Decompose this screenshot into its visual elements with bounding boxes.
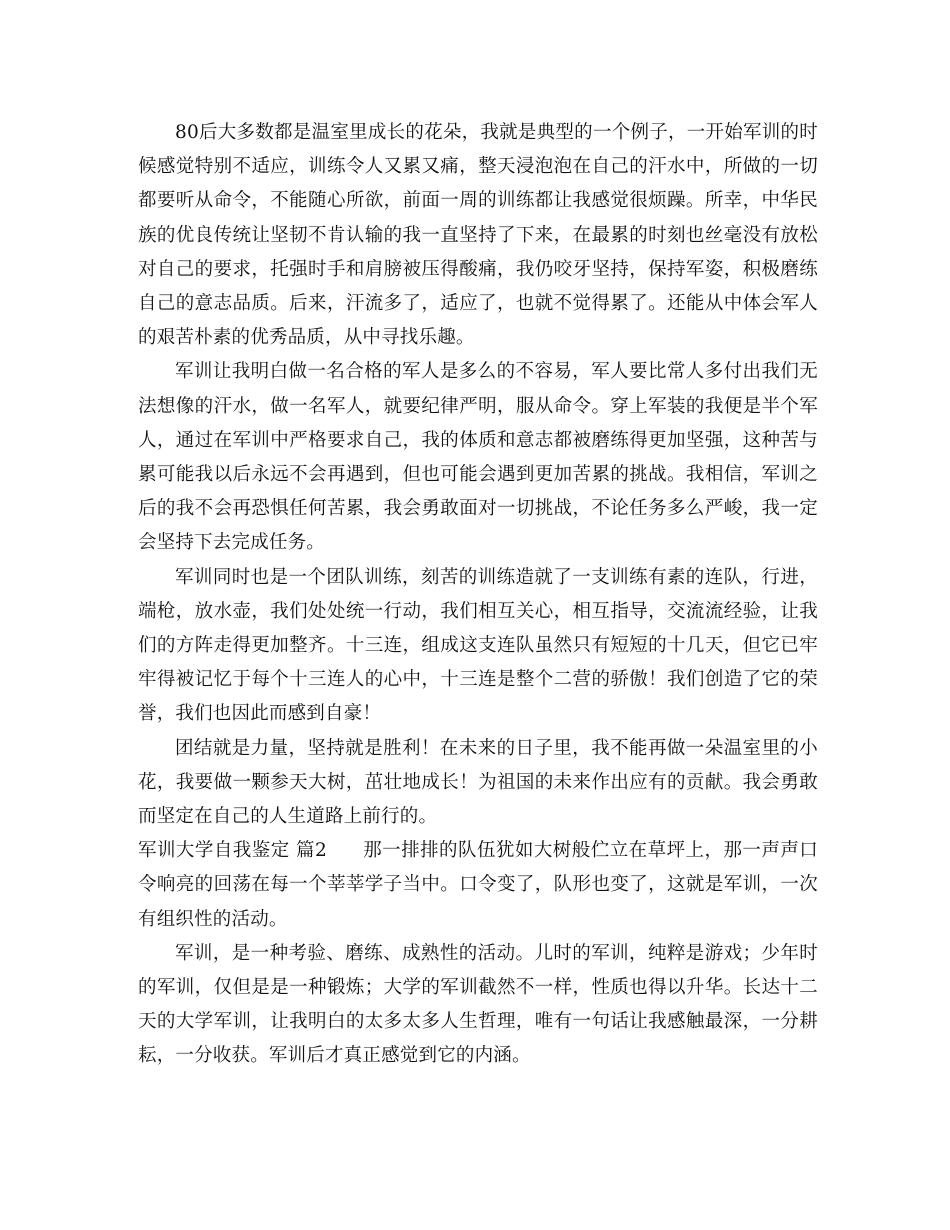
paragraph-1: 80后大多数都是温室里成长的花朵，我就是典型的一个例子，一开始军训的时候感觉特别不适应，训练令人又累又痛，整天浸泡泡在自己的汗水中，所做的一切都要听从命令，不能随心所欲，前面一周的训练都让我感觉很烦躁。所幸，中华民族的优良传统让坚韧不肯认输的我一直坚持了下来，在最累的时刻也丝毫没有放松对自己的要求，托强时手和肩膀被压得酸痛，我仍咬牙坚持，保持军姿，积极磨练自己的意志品质。后来，汗流多了，适应了，也就不觉得累了。还能从中体会军人的艰苦朴素的优秀品质，从中寻找乐趣。 (138, 122, 818, 349)
paragraph-3: 军训同时也是一个团队训练，刻苦的训练造就了一支训练有素的连队，行进，端枪，放水壶，我们处处统一行动，我们相互关心，相互指导，交流流经验，让我们的方阵走得更加整齐。十三连，组成这支连队虽然只有短短的十几天，但它已牢牢得被记忆于每个十三连人的心中，十三连是整个二营的骄傲！我们创造了它的荣誉，我们也因此而感到自豪！ (138, 566, 818, 725)
document-body (138, 116, 818, 1074)
paragraph-4: 团结就是力量，坚持就是胜利！在未来的日子里，我不能再做一朵温室里的小花，我要做一颗参天大树，茁壮地成长！为祖国的未来作出应有的贡献。我会勇敢而坚定在自己的人生道路上前行的。 (138, 737, 818, 828)
section-2-intro (138, 834, 818, 937)
paragraph-2: 军训让我明白做一名合格的军人是多么的不容易，军人要比常人多付出我们无法想像的汗水，做一名军人，就要纪律严明，服从命令。穿上军装的我便是半个军人，通过在军训中严格要求自己，我的体质和意志都被磨练得更加坚强，这种苦与累可能我以后永远不会再遇到，但也可能会遇到更加苦累的挑战。我相信，军训之后的我不会再恐惧任何苦累，我会勇敢面对一切挑战，不论任务多么严峻，我一定会坚持下去完成任务。 (138, 361, 818, 554)
section-lead-text: 那一排排的队伍犹如大树般伫立在草坪上，那一声声口令响亮的回荡在每一个莘莘学子当中。口令变了，队形也变了，这就是军训，一次有组织性的活动。 (138, 840, 818, 930)
paragraph-closing: 军训，是一种考验、磨练、成熟性的活动。儿时的军训，纯粹是游戏；少年时的军训，仅但是是一种锻炼；大学的军训截然不一样，性质也得以升华。长达十二天的大学军训，让我明白的太多太多人生哲理，唯有一句话让我感触最深，一分耕耘，一分收获。军训后才真正感觉到它的内涵。 (138, 942, 818, 1067)
section-heading: 军训大学自我鉴定 篇2 (138, 840, 327, 862)
